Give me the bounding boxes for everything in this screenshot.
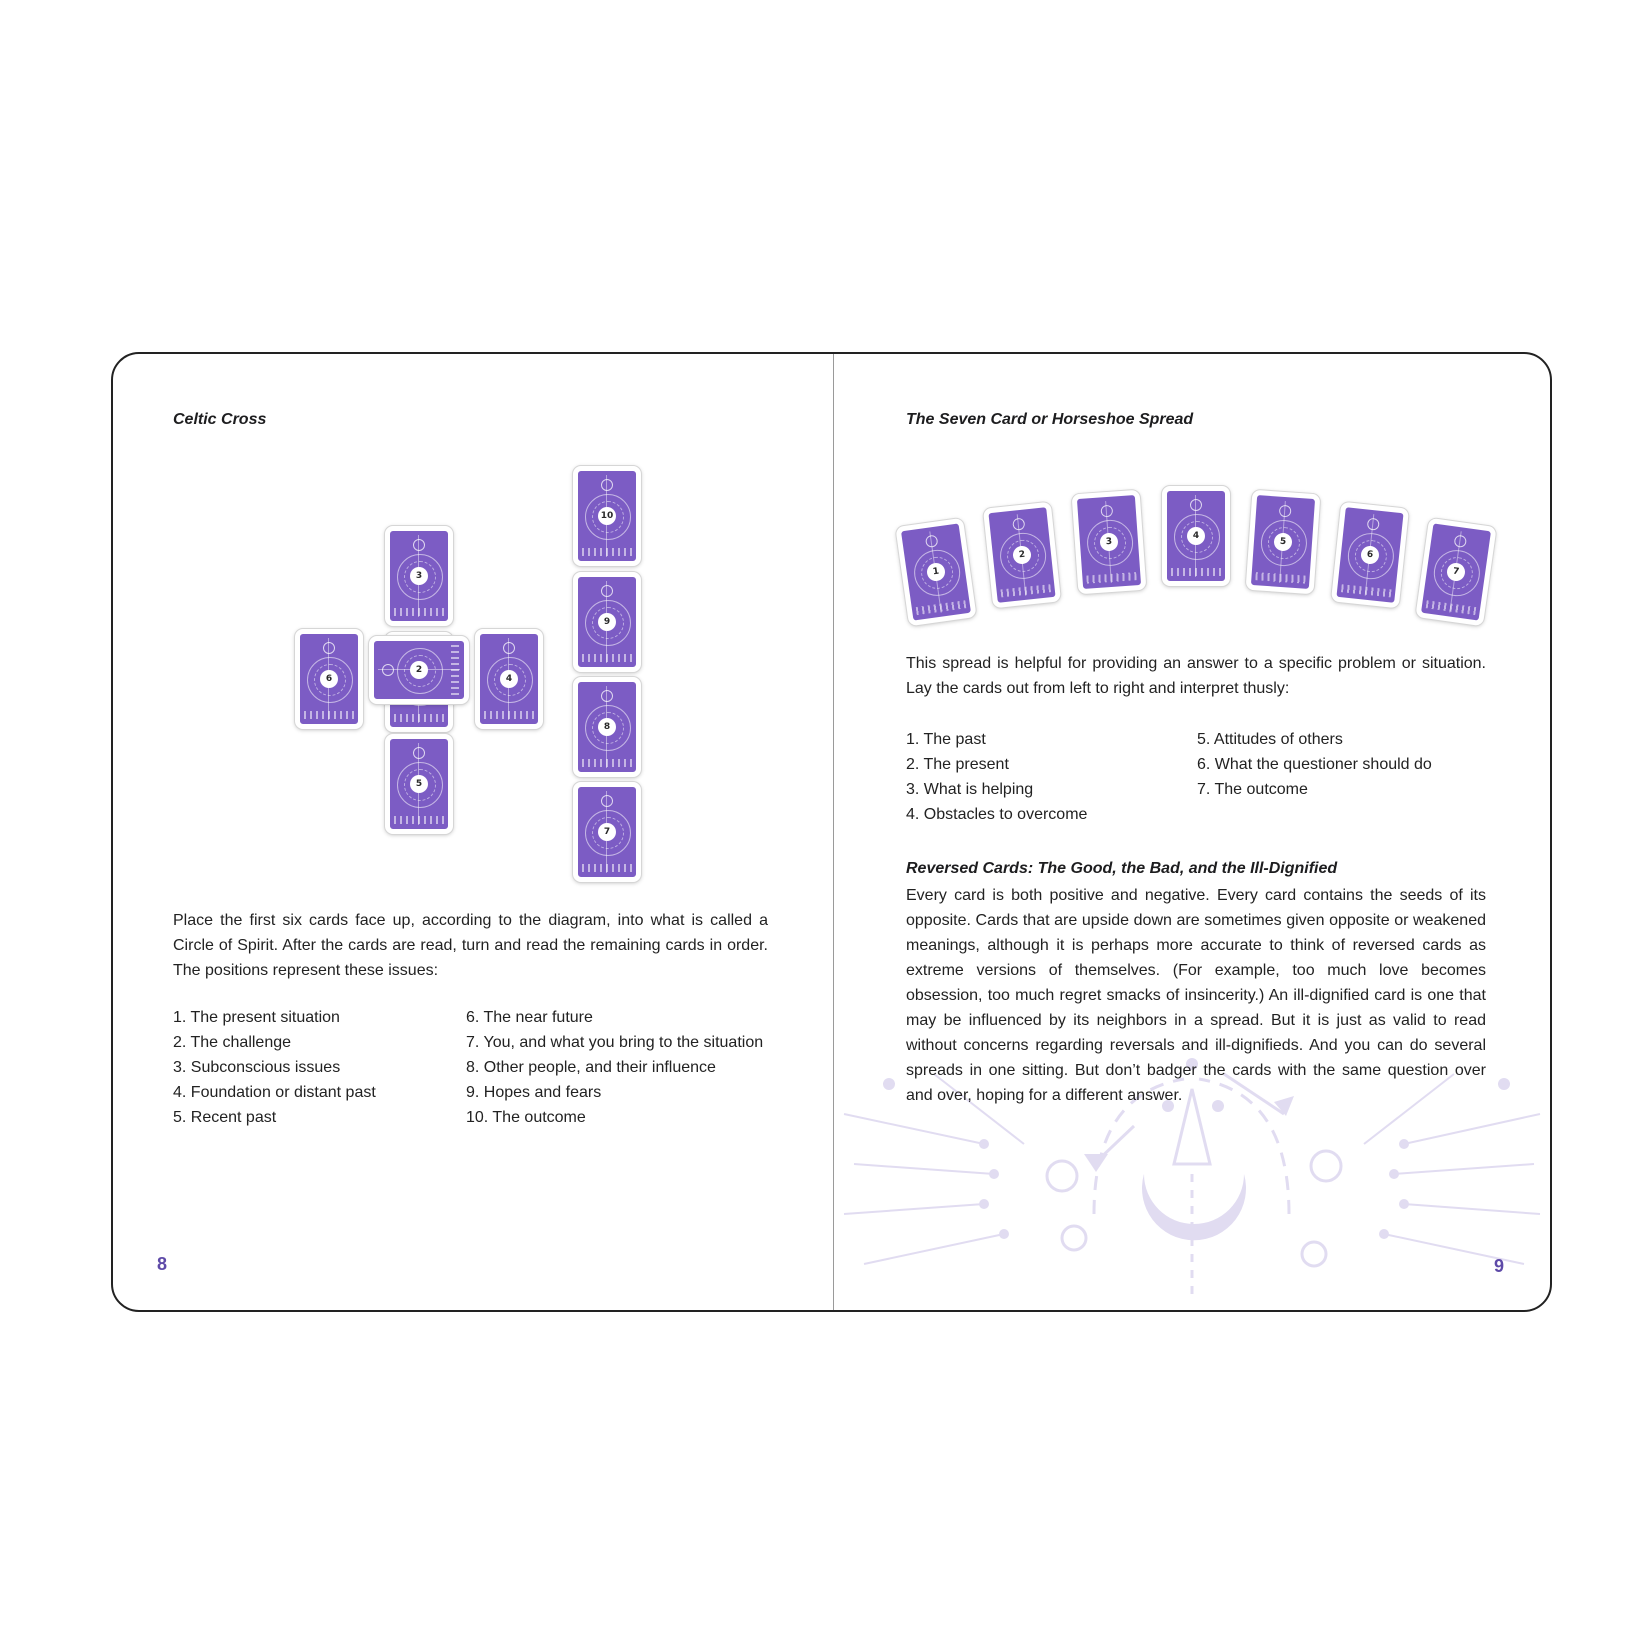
list-item: 2. The present xyxy=(906,756,1009,773)
card-4: 4 xyxy=(1162,486,1230,586)
horseshoe-list-col2 xyxy=(1197,727,1432,802)
card-6: 6 xyxy=(1331,502,1409,609)
list-item: 6. What the questioner should do xyxy=(1197,756,1432,773)
card-7: 7 xyxy=(573,782,641,882)
list-item: 9. Hopes and fears xyxy=(466,1084,602,1101)
card-5: 5 xyxy=(1246,490,1321,594)
list-item: 1. The past xyxy=(906,731,986,748)
list-item: 4. Foundation or distant past xyxy=(173,1084,376,1101)
page-number-right: 9 xyxy=(1494,1256,1505,1276)
list-item: 6. The near future xyxy=(466,1009,593,1026)
page-number-left: 8 xyxy=(157,1254,168,1274)
card-8: 8 xyxy=(573,677,641,777)
list-item: 3. Subconscious issues xyxy=(173,1059,341,1076)
left-page xyxy=(113,354,833,1310)
list-item: 10. The outcome xyxy=(466,1109,586,1126)
list-item: 1. The present situation xyxy=(173,1009,340,1026)
list-item: 7. You, and what you bring to the situation xyxy=(466,1034,764,1051)
card-2: 2 xyxy=(983,502,1061,609)
card-5: 5 xyxy=(385,734,453,834)
reversed-cards-heading: Reversed Cards: The Good, the Bad, and the Ill-Dignified xyxy=(906,860,1338,877)
list-item: 2. The challenge xyxy=(173,1034,292,1051)
list-item: 3. What is helping xyxy=(906,781,1034,798)
celtic-list-col1 xyxy=(173,1005,376,1130)
celtic-list-col2 xyxy=(466,1005,763,1130)
list-item: 7. The outcome xyxy=(1197,781,1308,798)
horseshoe-heading: The Seven Card or Horseshoe Spread xyxy=(906,411,1194,428)
right-page xyxy=(834,354,1550,1310)
card-7: 7 xyxy=(1415,518,1496,626)
reversed-cards-paragraph: Every card is both positive and negative. Every card contains the seeds of its opposite. Cards that are upside down are sometimes given opposite or weakened meanings, although it is perhaps more accurate to think of reversed cards as extreme versions of themselves. (For example, too much love becomes obsession, too much regret smacks of insincerity.) An ill-dignified card is one that may be influenced by its neighbors in a spread. But it is just as valid to read without concerns regarding reversals and ill-dignifieds. And you can do several spreads in one sitting. But don’t badger the cards with the same question over and over, hoping for a different answer. xyxy=(906,887,1486,1104)
horseshoe-paragraph: This spread is helpful for providing an answer to a specific problem or situation. Lay the cards out from left to right and interpret thusly: xyxy=(906,655,1486,697)
book-spread xyxy=(111,352,1552,1312)
celtic-cross-paragraph: Place the first six cards face up, according to the diagram, into what is called a Circle of Spirit. After the cards are read, turn and read the remaining cards in order. The positions represent these issues: xyxy=(173,912,768,979)
card-10: 10 xyxy=(573,466,641,566)
card-3: 3 xyxy=(385,526,453,626)
card-3: 3 xyxy=(1072,490,1147,594)
card-2: 2 xyxy=(369,636,469,704)
celtic-cross-heading: Celtic Cross xyxy=(173,411,267,428)
card-9: 9 xyxy=(573,572,641,672)
list-item: 5. Attitudes of others xyxy=(1197,731,1343,748)
list-item: 4. Obstacles to overcome xyxy=(906,806,1088,823)
card-6: 6 xyxy=(295,629,363,729)
card-4: 4 xyxy=(475,629,543,729)
card-1: 1 xyxy=(895,518,976,626)
horseshoe-list-col1 xyxy=(906,727,1087,827)
list-item: 8. Other people, and their influence xyxy=(466,1059,716,1076)
list-item: 5. Recent past xyxy=(173,1109,277,1126)
